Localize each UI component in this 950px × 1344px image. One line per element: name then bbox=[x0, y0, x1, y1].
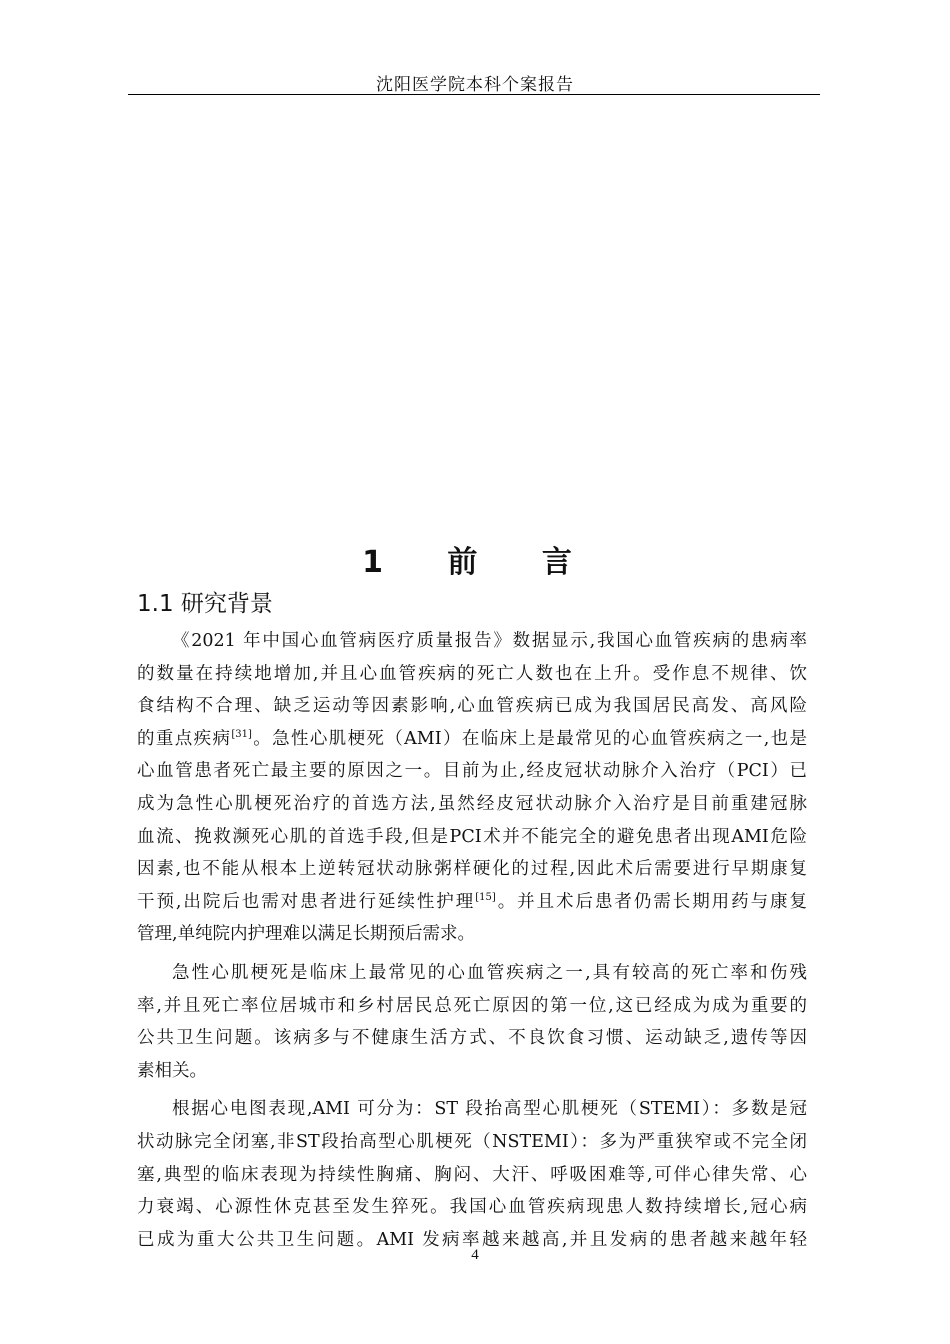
text-line: 塞,典型的临床表现为持续性胸痛、胸闷、大汗、呼吸困难等,可伴心律失常、心 bbox=[137, 1164, 807, 1185]
text-line: 血流、挽救濒死心肌的首选手段,但是PCI术并不能完全的避免患者出现AMI危险 bbox=[137, 826, 807, 847]
header-divider bbox=[128, 94, 820, 95]
paragraph bbox=[137, 957, 807, 1087]
text-line: 因素,也不能从根本上逆转冠状动脉粥样硬化的过程,因此术后需要进行早期康复 bbox=[137, 859, 807, 880]
section-title: 1.1 研究背景 bbox=[137, 591, 273, 617]
text-line: 素相关。 bbox=[137, 1060, 207, 1081]
text-line: 的数量在持续地增加,并且心血管疾病的死亡人数也在上升。受作息不规律、饮 bbox=[137, 663, 807, 684]
text-line: 率,并且死亡率位居城市和乡村居民总死亡原因的第一位,这已经成为成为重要的 bbox=[137, 995, 807, 1016]
text-line: 力衰竭、心源性休克甚至发生猝死。我国心血管疾病现患人数持续增长,冠心病 bbox=[137, 1197, 807, 1218]
body-text bbox=[137, 625, 807, 1262]
text-line: 公共卫生问题。该病多与不健康生活方式、不良饮食习惯、运动缺乏,遗传等因 bbox=[137, 1028, 807, 1049]
text-line: 食结构不合理、缺乏运动等因素影响,心血管疾病已成为我国居民高发、高风险 bbox=[137, 696, 807, 717]
paragraph bbox=[137, 1093, 807, 1256]
text-line: 管理,单纯院内护理难以满足长期预后需求。 bbox=[137, 924, 476, 945]
text-line: 根据心电图表现,AMI 可分为：ST 段抬高型心肌梗死（STEMI）：多数是冠 bbox=[172, 1099, 807, 1120]
text-line: 的重点疾病[31]。急性心肌梗死（AMI）在临床上是最常见的心血管疾病之一,也是 bbox=[137, 728, 808, 749]
running-header: 沈阳医学院本科个案报告 bbox=[376, 75, 574, 95]
text-line: 已成为重大公共卫生问题。AMI 发病率越来越高,并且发病的患者越来越年轻 bbox=[137, 1229, 807, 1250]
text-line: 成为急性心肌梗死治疗的首选方法,虽然经皮冠状动脉介入治疗是目前重建冠脉 bbox=[137, 793, 807, 814]
chapter-title: 1 前 言 bbox=[362, 545, 588, 580]
paragraph bbox=[137, 625, 807, 951]
text-line: 心血管患者死亡最主要的原因之一。目前为止,经皮冠状动脉介入治疗（PCI）已 bbox=[137, 761, 807, 782]
citation-ref: [31] bbox=[231, 728, 252, 740]
citation-ref: [15] bbox=[475, 891, 496, 903]
text-line: 状动脉完全闭塞,非ST段抬高型心肌梗死（NSTEMI）：多为严重狭窄或不完全闭 bbox=[137, 1131, 807, 1152]
text-line: 急性心肌梗死是临床上最常见的心血管疾病之一,具有较高的死亡率和伤残 bbox=[172, 962, 807, 983]
text-line: 《2021 年中国心血管病医疗质量报告》数据显示,我国心血管疾病的患病率 bbox=[172, 631, 807, 651]
text-line: 干预,出院后也需对患者进行延续性护理[15]。并且术后患者仍需长期用药与康复 bbox=[137, 891, 807, 912]
page-number: 4 bbox=[471, 1247, 479, 1263]
